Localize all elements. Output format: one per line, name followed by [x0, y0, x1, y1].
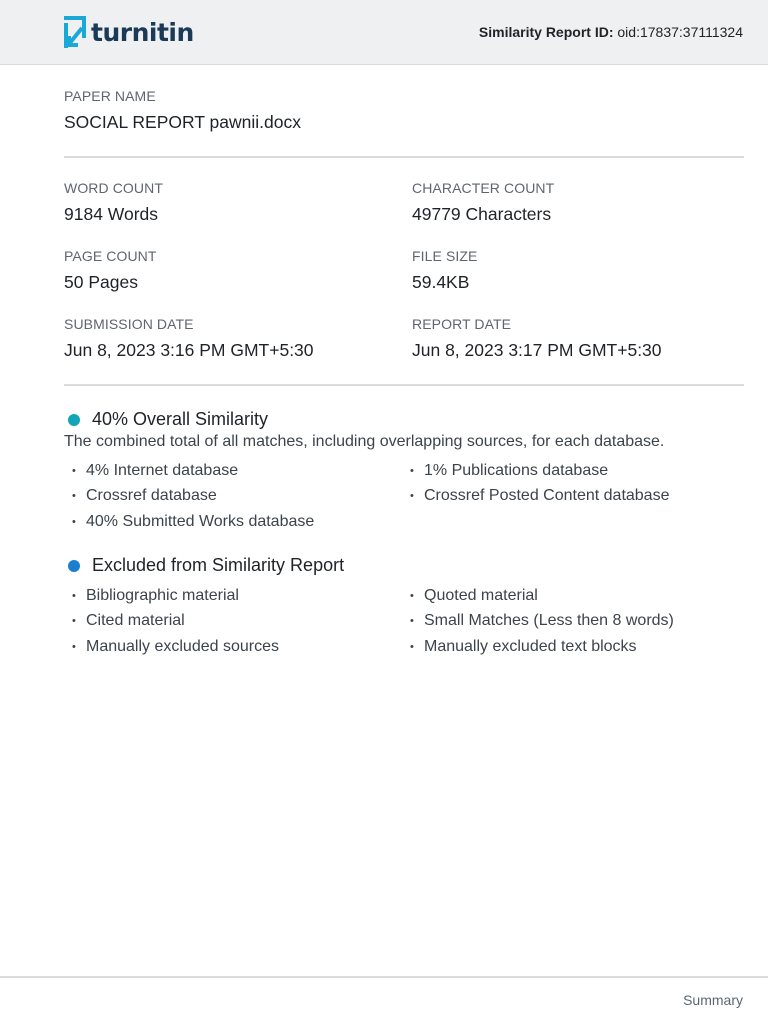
logo-wordmark: turnitin [91, 17, 194, 47]
list-item: • 4% Internet database [64, 458, 384, 484]
list-item: • Crossref Posted Content database [402, 484, 722, 510]
bullet-icon: • [410, 589, 414, 602]
submission-date-value: Jun 8, 2023 3:16 PM GMT+5:30 [64, 340, 314, 360]
list-item: • Small Matches (Less then 8 words) [402, 609, 722, 635]
bullet-icon: • [410, 464, 414, 477]
overall-similarity-title: 40% Overall Similarity [92, 409, 269, 429]
list-item: • Manually excluded sources [64, 634, 384, 660]
similarity-report-id [479, 24, 743, 40]
list-item: • Crossref database [64, 484, 384, 510]
bullet-icon: • [72, 464, 76, 477]
list-item: • Cited material [64, 609, 384, 635]
paper-name-block [64, 88, 301, 133]
file-size-value: 59.4KB [412, 272, 470, 292]
bullet-icon: • [72, 515, 76, 528]
report-id-value: oid:17837:37111324 [617, 24, 743, 40]
divider [64, 384, 744, 386]
bullet-icon: • [72, 615, 76, 628]
list-item: • 1% Publications database [402, 458, 722, 484]
bullet-icon: • [72, 589, 76, 602]
submission-date-label: SUBMISSION DATE [64, 316, 194, 332]
similarity-list-left [64, 458, 384, 535]
list-item: • Bibliographic material [64, 583, 384, 609]
divider [64, 156, 744, 158]
bullet-icon: • [410, 615, 414, 628]
excluded-dot-icon [68, 560, 80, 572]
report-date-block [412, 316, 742, 361]
report-id-label: Similarity Report ID: [478, 24, 614, 40]
page-footer [0, 976, 768, 1024]
page-count-value: 50 Pages [64, 272, 138, 292]
word-count-block [64, 180, 394, 225]
report-date-value: Jun 8, 2023 3:17 PM GMT+5:30 [412, 340, 662, 360]
bullet-icon: • [410, 640, 414, 653]
list-item: • Quoted material [402, 583, 722, 609]
turnitin-logo-icon [63, 14, 87, 50]
excluded-title: Excluded from Similarity Report [92, 555, 345, 575]
turnitin-logo [63, 13, 194, 51]
similarity-description: The combined total of all matches, including overlapping sources, for each database. [64, 433, 665, 450]
page-count-block [64, 248, 394, 293]
character-count-label: CHARACTER COUNT [412, 180, 555, 196]
list-item: • 40% Submitted Works database [64, 509, 384, 535]
paper-name-label: PAPER NAME [64, 88, 156, 104]
character-count-block [412, 180, 742, 225]
paper-name-value: SOCIAL REPORT pawnii.docx [64, 112, 301, 132]
page-count-label: PAGE COUNT [64, 248, 157, 264]
file-size-block [412, 248, 742, 293]
character-count-value: 49779 Characters [412, 204, 552, 224]
similarity-list-right [402, 458, 722, 509]
bullet-icon: • [72, 490, 76, 503]
list-item: • Manually excluded text blocks [402, 634, 722, 660]
word-count-label: WORD COUNT [64, 180, 163, 196]
excluded-list-left [64, 583, 384, 660]
report-date-label: REPORT DATE [412, 316, 512, 332]
report-header [0, 0, 768, 65]
footer-summary-label: Summary [683, 992, 743, 1008]
submission-date-block [64, 316, 394, 361]
word-count-value: 9184 Words [64, 204, 159, 224]
bullet-icon: • [410, 490, 414, 503]
similarity-dot-icon [68, 414, 80, 426]
overall-similarity-heading [68, 409, 268, 430]
excluded-list-right [402, 583, 722, 660]
file-size-label: FILE SIZE [412, 248, 478, 264]
excluded-heading [68, 555, 344, 576]
bullet-icon: • [72, 640, 76, 653]
